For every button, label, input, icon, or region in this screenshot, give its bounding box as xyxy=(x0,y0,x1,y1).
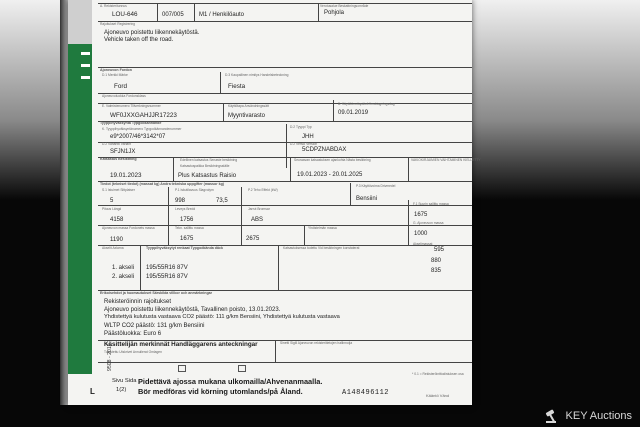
rule xyxy=(408,200,409,246)
label-next-period: Seuraavan katsastuksen ajankohta Nästa besiktning xyxy=(294,158,371,162)
length: 4158 xyxy=(110,217,124,223)
vehicle-mass-2: 595 xyxy=(434,247,445,253)
form-code: 9508 - 2019 xyxy=(107,343,113,371)
registration-certificate xyxy=(68,0,481,405)
variant: SFJN1JX xyxy=(110,149,136,155)
label-max-mass: F.1 Suurin sallittu massa xyxy=(413,202,449,206)
label-fuel: P.3 Käyttövoima Drivmedel xyxy=(356,184,396,188)
rule xyxy=(157,3,158,21)
label-curb-mass: Ajoneuvon massa Fordonets massa xyxy=(102,226,155,230)
checkbox-1 xyxy=(178,365,186,372)
plate-number: LOU-646 xyxy=(112,11,138,18)
page-number: 1(2) xyxy=(116,387,127,393)
instruction-sv: Bör medföras vid körning utomlands/på Åland. xyxy=(138,387,303,396)
rule xyxy=(98,93,472,94)
rule xyxy=(278,245,279,290)
vehicle-mass: 1000 xyxy=(414,231,428,237)
vehicle-class: 007/005 xyxy=(162,12,184,18)
label-vin: E. Valmistenumero Tillverkningsnummer xyxy=(102,104,161,108)
label-usage: Käyttötapa Användningssätt xyxy=(228,104,269,108)
notice-fi: Ajoneuvo poistettu liikennekäytöstä. xyxy=(104,30,200,36)
label-tyres: Tyyppihyväksytyt renkaat Typgodkända däck xyxy=(146,246,223,250)
power: 73,5 xyxy=(216,198,228,204)
turn-over-note: Kääntö Vänd xyxy=(426,393,450,398)
rule xyxy=(350,183,351,205)
rule xyxy=(408,157,409,181)
rule xyxy=(194,3,195,21)
rule xyxy=(241,205,242,225)
label-stamp: Sinetti Sigill Ajoneuvon rekisteritietojen hallinnoija xyxy=(280,341,353,345)
rule xyxy=(241,187,242,205)
rule xyxy=(98,362,472,363)
rule xyxy=(220,72,221,93)
usage: Myyntivarasto xyxy=(228,113,266,119)
rule xyxy=(98,21,472,22)
label-inspection-date: Edellinen katsastus Senaste besiktning xyxy=(180,158,238,162)
rule xyxy=(286,124,287,168)
next-inspection-period: 19.01.2023 - 20.01.2025 xyxy=(297,172,363,178)
label-vehicle-mass: G. Ajoneuvon massa xyxy=(413,221,444,225)
tech-mass: 1675 xyxy=(180,236,194,242)
label-inspection-findings: Katsastuksessa todettu Vid besiktningen konstaterat xyxy=(283,246,360,250)
label-approval-number: K. Tyyppihyväksyntänumero Typgodkännandenummer xyxy=(102,127,182,131)
right-top-note: * 0.1 = Rekisteröintitodistuksen osa xyxy=(412,372,464,376)
label-plate: A. Rekisteritunnus xyxy=(100,4,127,8)
rule xyxy=(290,157,291,181)
vehicle-category: M1 / Henkilöauto xyxy=(199,12,245,18)
curb-mass: 1190 xyxy=(110,237,123,243)
notice-en: Vehicle taken off the road. xyxy=(104,37,174,43)
first-registration-date: 09.01.2019 xyxy=(338,110,369,116)
serial-number: A148496112 xyxy=(342,389,390,397)
rule xyxy=(241,225,242,245)
tyre-axle-2: 195/55R16 87V xyxy=(146,274,188,280)
axle-1: 1. akseli xyxy=(112,265,135,271)
label-warning: VAKIOKIRJAIMIEN VAIHTAMINEN KIELLETTY xyxy=(411,158,481,162)
width: 1756 xyxy=(180,217,194,223)
watermark-text: KEY Auctions xyxy=(565,410,632,422)
rule xyxy=(168,225,169,245)
label-model: D.3 Kaupallinen nimitys Handelsbeteckning xyxy=(225,73,289,77)
label-vehicle-class: Ajoneuvoluokka Fordonsklass xyxy=(102,94,146,98)
comb-mass: 2675 xyxy=(246,236,260,242)
label-type-approval: Tyyppihyväksyntä Typgodkännande xyxy=(100,121,162,125)
label-version: D.2 Versio Version xyxy=(290,142,318,146)
label-axles: Akselit Axlarna xyxy=(102,246,124,250)
remark-line-4: WLTP CO2 päästö: 131 g/km Bensiini xyxy=(104,323,205,329)
rule xyxy=(304,225,305,245)
vehicle-type: JHH xyxy=(302,134,314,140)
strip-tick xyxy=(81,64,90,67)
label-vehicle-section: Ajoneuvon Fordon xyxy=(100,68,132,72)
corner-letter: L xyxy=(90,387,95,396)
make: Ford xyxy=(114,83,127,90)
rule xyxy=(333,100,334,121)
brakes: ABS xyxy=(251,217,264,223)
label-printed: Tulostettu Utskrivet Annullerat Omlagen xyxy=(104,350,162,354)
rule xyxy=(140,245,141,290)
seats: 5 xyxy=(110,198,114,204)
label-displacement: P.1 Iskutilavuus Slagvolym xyxy=(175,188,214,192)
axle-mass-2: 835 xyxy=(431,268,442,274)
label-seats: S.1 Istuimet Sittplatser xyxy=(102,188,135,192)
remark-line-5: Päästöluokka: Euro 6 xyxy=(104,331,162,337)
label-region: Verotusalue Beskattningsområde xyxy=(320,4,369,8)
label-make: D.1 Merkki Märke xyxy=(102,73,128,77)
strip-fold xyxy=(68,0,92,44)
paper-edge-shadow xyxy=(60,0,68,405)
label-type: D.2 Tyyppi Typ xyxy=(290,125,312,129)
label-tech-mass: Tekn. sallittu massa xyxy=(175,226,204,230)
rule xyxy=(223,103,224,121)
axle-2: 2. akseli xyxy=(112,274,135,280)
label-technical: Tiedot (tekniset tiedot) (massat kg) Andra tekniska uppgifter (massor kg) xyxy=(100,182,225,186)
tyre-axle-1: 195/55R16 87V xyxy=(146,265,188,271)
green-security-strip xyxy=(68,44,92,374)
watermark xyxy=(544,409,632,423)
displacement: 998 xyxy=(175,198,186,204)
label-handler-notes: Käsittelijän merkinnät Handläggarens anteckningar xyxy=(104,341,258,348)
label-power: P.2 Teho Effekt (kW) xyxy=(248,188,278,192)
approval-number: e9*2007/46*3142*07 xyxy=(110,134,166,140)
label-station: Katsastuspaikka Besiktningsställe xyxy=(180,164,230,168)
rule xyxy=(98,3,472,4)
page-label: Sivu Sida xyxy=(112,378,137,384)
model: Fiesta xyxy=(228,83,246,90)
version: 5CDPZNABDAX xyxy=(302,147,347,153)
rule xyxy=(318,3,319,21)
label-axle-mass: Akselimassat xyxy=(413,242,433,246)
remark-line-2: Ajoneuvo poistettu liikennekäytöstä, Tavallinen poisto, 13.01.2023. xyxy=(104,307,281,313)
label-length: Pituus Längd xyxy=(102,207,122,211)
label-remarks: Erikoisehdot ja huomautukset Särskilda villkor och anmärkningar xyxy=(100,291,213,295)
rule xyxy=(98,67,472,68)
tax-region: Pohjola xyxy=(324,10,345,16)
rule xyxy=(98,142,472,143)
rule xyxy=(168,187,169,205)
rule xyxy=(275,340,276,362)
max-mass: 1675 xyxy=(414,212,428,218)
checkbox-2 xyxy=(238,365,246,372)
fuel: Bensiini xyxy=(356,196,378,202)
strip-tick xyxy=(81,76,90,79)
label-comb-mass: Yhdistelmän massa xyxy=(308,226,337,230)
rule xyxy=(173,157,174,181)
label-inspection: Katsastus Besiktning xyxy=(100,157,137,161)
remark-line-3: Yhdistettyä kulutusta vastaava CO2 päästö: 111 g/km Bensiini, Yhdistettyä kulutusta vastaava xyxy=(104,314,340,320)
label-first-reg: B. Käyttöönottopäivä Ibruktagningsdag xyxy=(338,102,395,106)
label-restrictions: Rajoitukset Registrering xyxy=(100,22,135,26)
rule xyxy=(168,205,169,225)
hammer-icon xyxy=(544,409,562,423)
strip-tick xyxy=(81,52,90,55)
inspection-station: Plus Katsastus Raisio xyxy=(178,173,237,179)
instruction-fi: Pidettävä ajossa mukana ulkomailla/Ahvenanmaalla. xyxy=(138,377,323,386)
label-brakes: Jarrut Bromsar xyxy=(248,207,270,211)
vin: WF0JXXGAHJJR17223 xyxy=(110,112,177,119)
label-width: Leveys Bredd xyxy=(175,207,196,211)
label-variant: D.2 Variantti Variant xyxy=(102,142,132,146)
axle-mass-1: 880 xyxy=(431,258,442,264)
remark-line-1: Rekisteröinnin rajoitukset xyxy=(104,299,172,305)
inspection-date: 19.01.2023 xyxy=(110,172,142,179)
